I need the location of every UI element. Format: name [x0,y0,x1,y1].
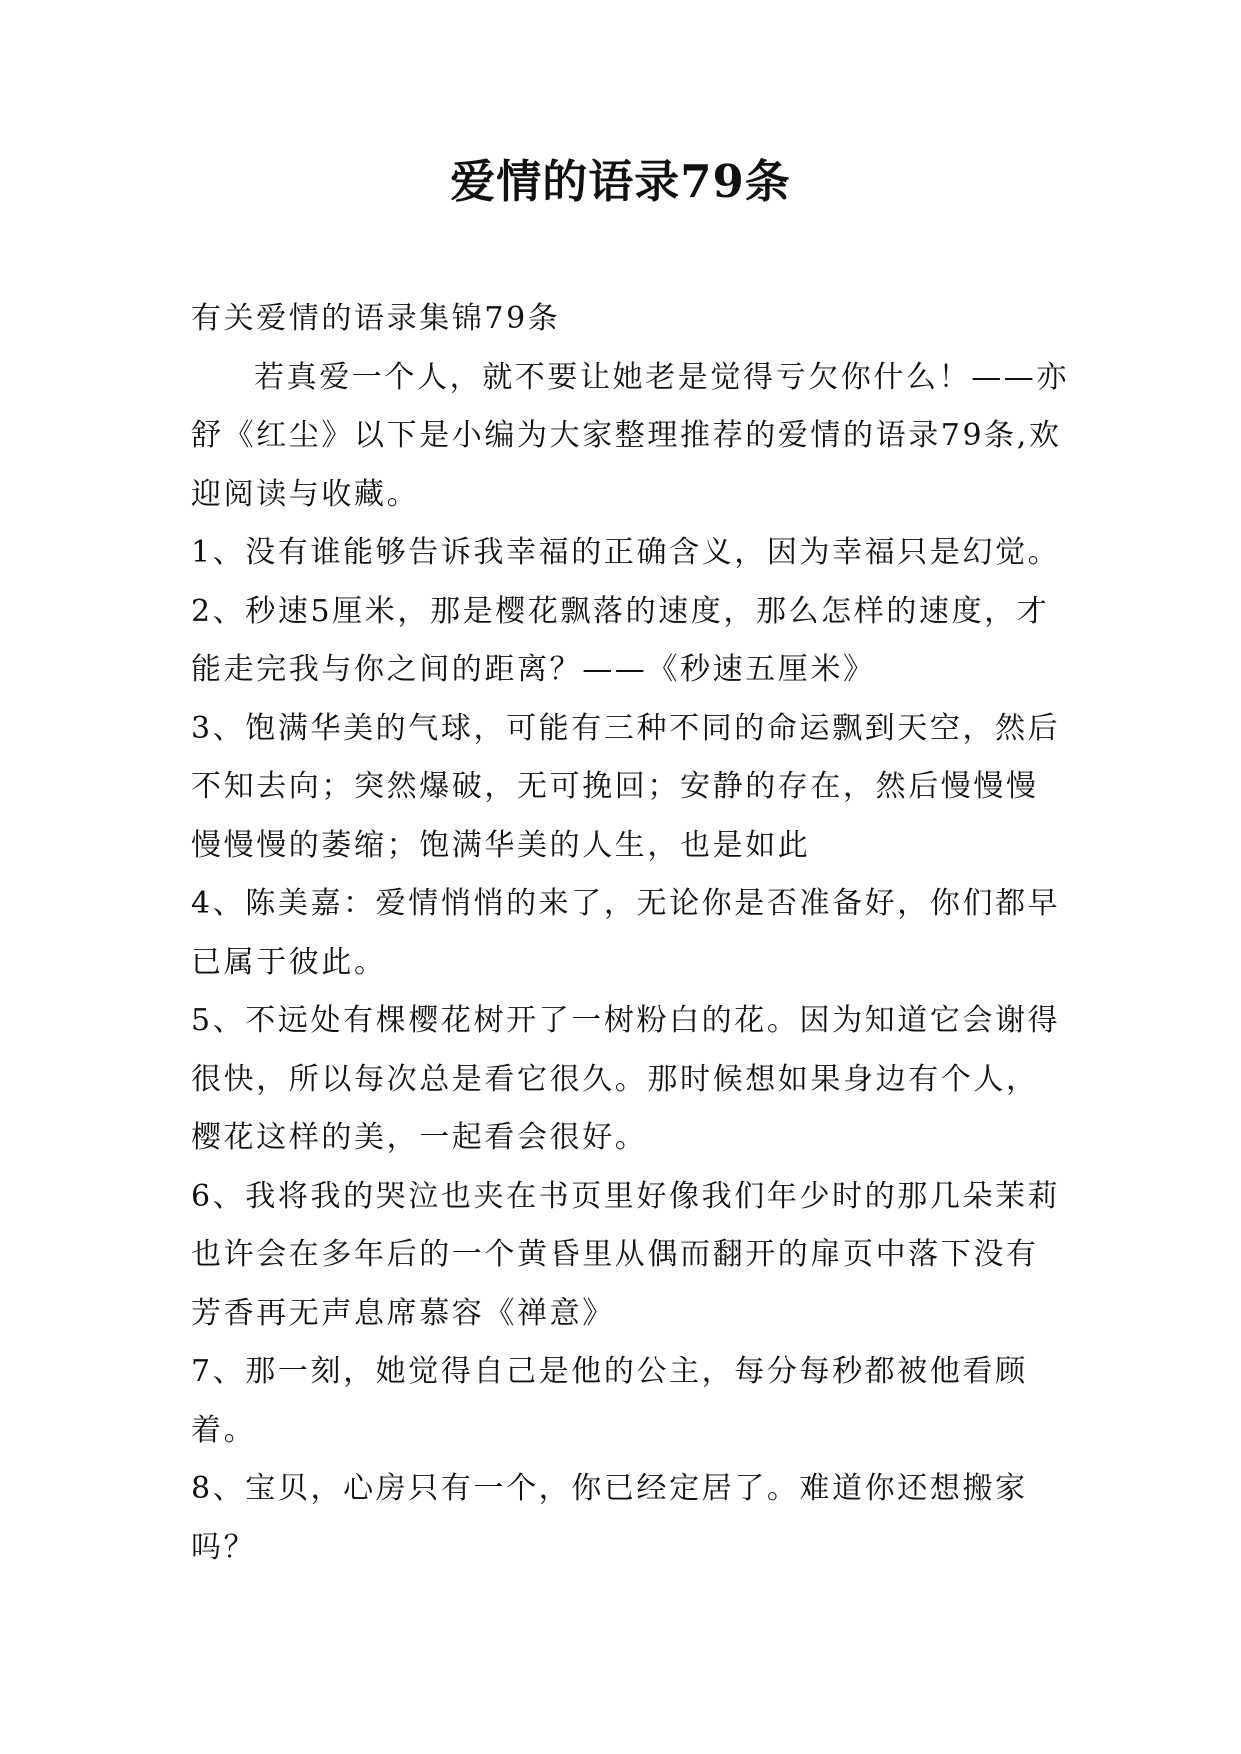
quote-item-6: 6、我将我的哭泣也夹在书页里好像我们年少时的那几朵茉莉也许会在多年后的一个黄昏里从偶而翻开的扉页中落下没有芳香再无声息席慕容《禅意》 [191,1178,1061,1331]
document-title: 爱情的语录79条 [450,155,791,208]
document-body [191,290,1071,1577]
quote-item-2: 2、秒速5厘米，那是樱花飘落的速度，那么怎样的速度，才能走完我与你之间的距离？——《秒速五厘米》 [191,593,1050,687]
quote-item-3: 3、饱满华美的气球，可能有三种不同的命运飘到天空，然后不知去向；突然爆破，无可挽回；安静的存在，然后慢慢慢慢慢慢的萎缩；饱满华美的人生，也是如此 [191,710,1061,863]
quote-item-5: 5、不远处有棵樱花树开了一树粉白的花。因为知道它会谢得很快，所以每次总是看它很久。那时候想如果身边有个人，樱花这样的美，一起看会很好。 [191,1003,1061,1155]
quote-item-7: 7、那一刻，她觉得自己是他的公主，每分每秒都被他看顾着。 [191,1354,1028,1448]
quote-item-8: 8、宝贝，心房只有一个，你已经定居了。难道你还想搬家吗？ [191,1471,1028,1565]
quote-item-1: 1、没有谁能够告诉我幸福的正确含义，因为幸福只是幻觉。 [191,535,1061,570]
document-subtitle: 有关爱情的语录集锦79条 [191,301,561,336]
intro-paragraph: 若真爱一个人，就不要让她老是觉得亏欠你什么！——亦舒《红尘》以下是小编为大家整理推荐的爱情的语录79条,欢迎阅读与收藏。 [191,359,1069,512]
quote-item-4: 4、陈美嘉：爱情悄悄的来了，无论你是否准备好，你们都早已属于彼此。 [191,886,1061,980]
